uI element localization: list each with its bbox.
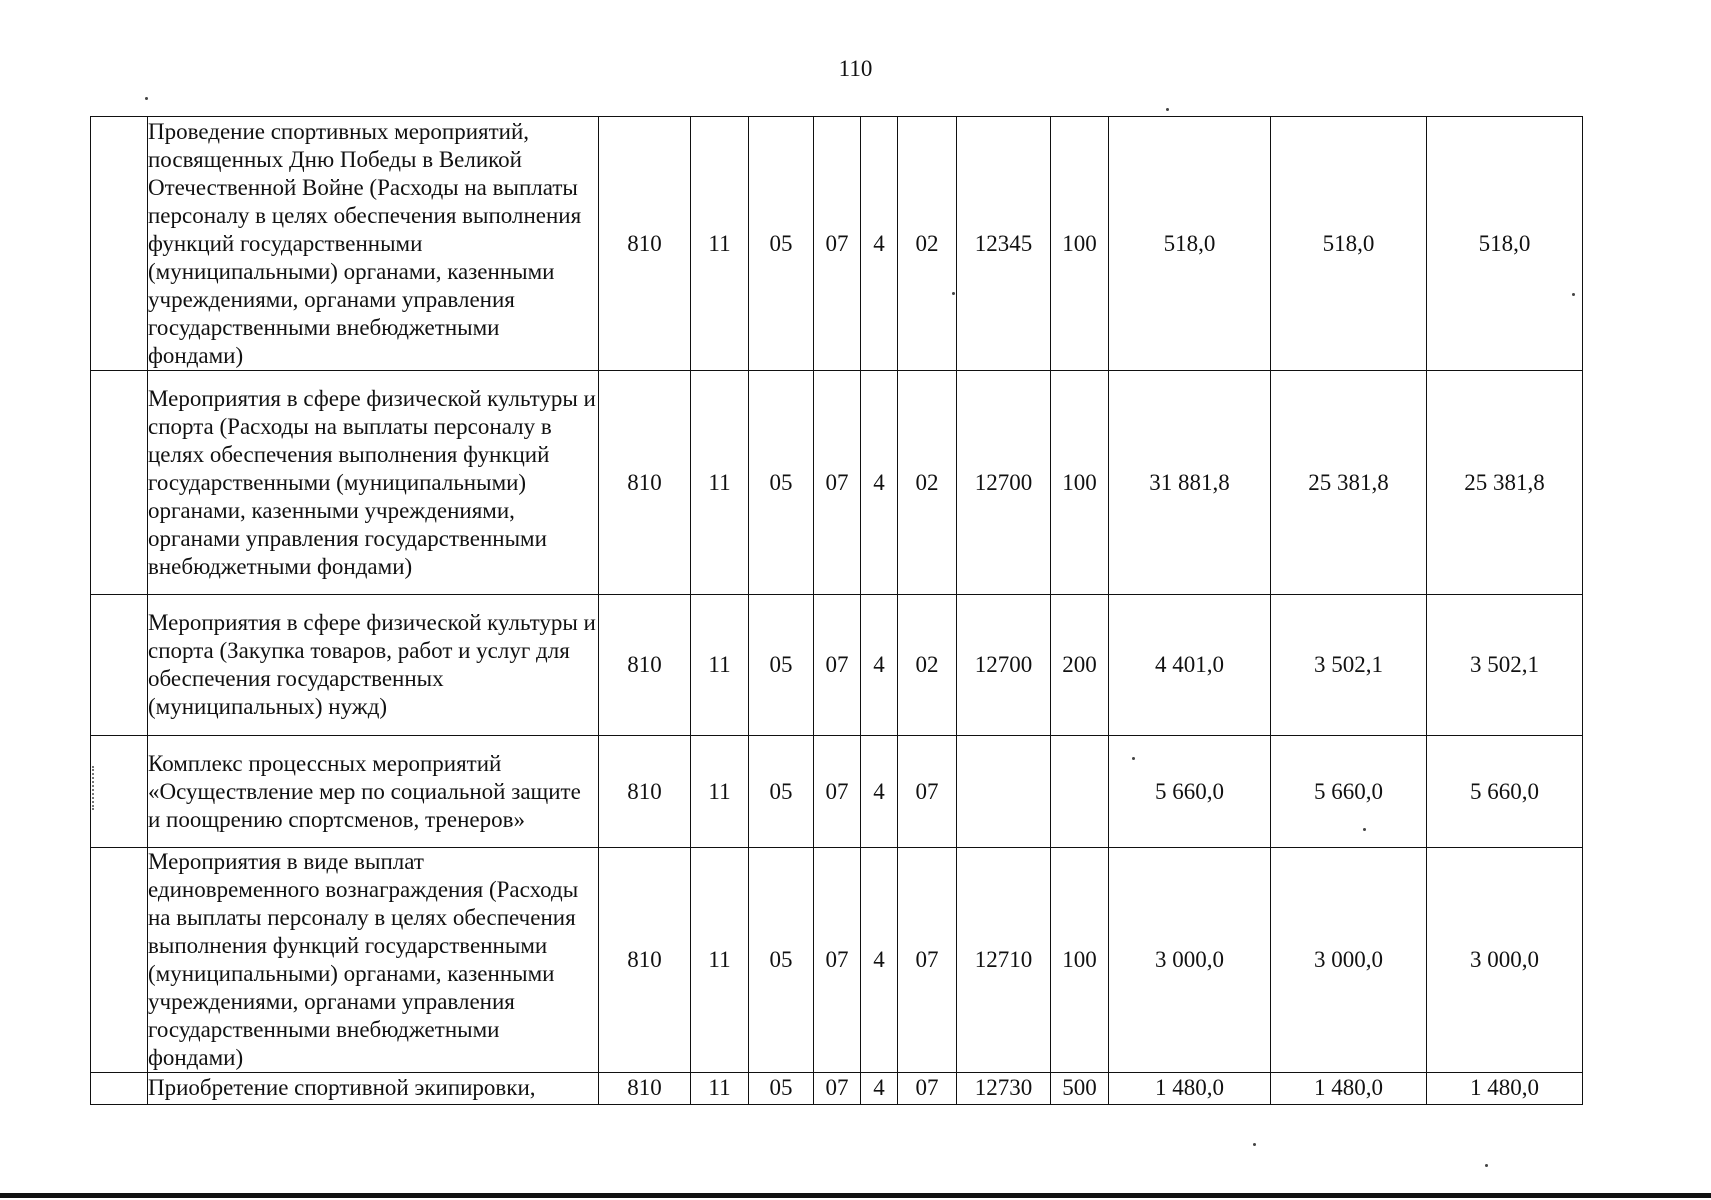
program-cell: 07 (814, 595, 861, 736)
amount-year-1-cell: 5 660,0 (1109, 736, 1271, 848)
section-cell: 11 (691, 1073, 749, 1105)
complex-cell: 07 (898, 736, 957, 848)
subsection-cell: 05 (749, 595, 814, 736)
complex-cell: 07 (898, 848, 957, 1073)
subsection-cell: 05 (749, 848, 814, 1073)
scan-speck (1572, 293, 1575, 296)
amount-year-3-cell: 25 381,8 (1427, 371, 1583, 595)
description-cell: Мероприятия в виде выплат единовременного вознаграждения (Расходы на выплаты персоналу в целях обеспечения выполнения функций государственными (муниципальными) органами, казенными учреждениями, органами управления государственными внебюджетными фондами) (148, 848, 599, 1073)
program-type-cell: 4 (861, 1073, 898, 1105)
section-cell: 11 (691, 117, 749, 371)
grbs-cell: 810 (599, 736, 691, 848)
section-cell: 11 (691, 595, 749, 736)
description-cell: Мероприятия в сфере физической культуры и спорта (Расходы на выплаты персоналу в целях обеспечения выполнения функций государственными (муниципальными) органами, казенными учреждениями, органами управления государственными внебюджетными фондами) (148, 371, 599, 595)
scan-speck (952, 292, 955, 295)
subsection-cell: 05 (749, 1073, 814, 1105)
table-row (91, 117, 1583, 371)
table-row (91, 848, 1583, 1073)
row-number-cell (91, 1073, 148, 1105)
program-cell: 07 (814, 117, 861, 371)
expense-type-cell: 100 (1051, 117, 1109, 371)
amount-year-3-cell: 1 480,0 (1427, 1073, 1583, 1105)
direction-cell: 12730 (957, 1073, 1051, 1105)
amount-year-3-cell: 518,0 (1427, 117, 1583, 371)
direction-cell: 12700 (957, 595, 1051, 736)
scan-speck (145, 97, 148, 100)
row-number-cell (91, 117, 148, 371)
subsection-cell: 05 (749, 736, 814, 848)
scan-speck (1363, 828, 1366, 831)
table-row (91, 595, 1583, 736)
amount-year-2-cell: 25 381,8 (1271, 371, 1427, 595)
scan-speck (1166, 108, 1169, 111)
section-cell: 11 (691, 371, 749, 595)
program-type-cell: 4 (861, 595, 898, 736)
amount-year-1-cell: 3 000,0 (1109, 848, 1271, 1073)
program-cell: 07 (814, 736, 861, 848)
scan-speck (1132, 757, 1135, 760)
amount-year-1-cell: 4 401,0 (1109, 595, 1271, 736)
amount-year-2-cell: 3 502,1 (1271, 595, 1427, 736)
amount-year-2-cell: 1 480,0 (1271, 1073, 1427, 1105)
expense-type-cell (1051, 736, 1109, 848)
amount-year-2-cell: 5 660,0 (1271, 736, 1427, 848)
scan-artifact (92, 766, 108, 810)
description-cell: Проведение спортивных мероприятий, посвященных Дню Победы в Великой Отечественной Войне (Расходы на выплаты персоналу в целях обеспечения выполнения функций государственными (муниципальными) органами, казенными учреждениями, органами управления государственными внебюджетными фондами) (148, 117, 599, 371)
table-row (91, 371, 1583, 595)
direction-cell: 12345 (957, 117, 1051, 371)
grbs-cell: 810 (599, 1073, 691, 1105)
amount-year-1-cell: 518,0 (1109, 117, 1271, 371)
grbs-cell: 810 (599, 117, 691, 371)
amount-year-2-cell: 518,0 (1271, 117, 1427, 371)
expense-type-cell: 200 (1051, 595, 1109, 736)
amount-year-1-cell: 1 480,0 (1109, 1073, 1271, 1105)
description-cell: Приобретение спортивной экипировки, (148, 1073, 599, 1105)
amount-year-3-cell: 5 660,0 (1427, 736, 1583, 848)
page-number: 110 (838, 56, 873, 81)
row-number-cell (91, 595, 148, 736)
section-cell: 11 (691, 736, 749, 848)
expense-type-cell: 500 (1051, 1073, 1109, 1105)
scan-edge (0, 1193, 1711, 1198)
program-type-cell: 4 (861, 117, 898, 371)
description-cell: Мероприятия в сфере физической культуры и спорта (Закупка товаров, работ и услуг для обеспечения государственных (муниципальных) нужд) (148, 595, 599, 736)
complex-cell: 02 (898, 117, 957, 371)
direction-cell: 12700 (957, 371, 1051, 595)
program-cell: 07 (814, 848, 861, 1073)
grbs-cell: 810 (599, 848, 691, 1073)
complex-cell: 07 (898, 1073, 957, 1105)
amount-year-1-cell: 31 881,8 (1109, 371, 1271, 595)
subsection-cell: 05 (749, 117, 814, 371)
program-cell: 07 (814, 371, 861, 595)
program-cell: 07 (814, 1073, 861, 1105)
direction-cell: 12710 (957, 848, 1051, 1073)
description-cell: Комплекс процессных мероприятий «Осуществление мер по социальной защите и поощрению спортсменов, тренеров» (148, 736, 599, 848)
grbs-cell: 810 (599, 371, 691, 595)
complex-cell: 02 (898, 595, 957, 736)
program-type-cell: 4 (861, 371, 898, 595)
grbs-cell: 810 (599, 595, 691, 736)
scan-speck (1253, 1143, 1256, 1146)
section-cell: 11 (691, 848, 749, 1073)
subsection-cell: 05 (749, 371, 814, 595)
row-number-cell (91, 848, 148, 1073)
amount-year-2-cell: 3 000,0 (1271, 848, 1427, 1073)
table-row (91, 1073, 1583, 1105)
table-row (91, 736, 1583, 848)
complex-cell: 02 (898, 371, 957, 595)
direction-cell (957, 736, 1051, 848)
amount-year-3-cell: 3 000,0 (1427, 848, 1583, 1073)
program-type-cell: 4 (861, 848, 898, 1073)
scan-speck (1485, 1164, 1488, 1167)
amount-year-3-cell: 3 502,1 (1427, 595, 1583, 736)
program-type-cell: 4 (861, 736, 898, 848)
budget-table (90, 116, 1583, 1105)
row-number-cell (91, 371, 148, 595)
expense-type-cell: 100 (1051, 371, 1109, 595)
expense-type-cell: 100 (1051, 848, 1109, 1073)
